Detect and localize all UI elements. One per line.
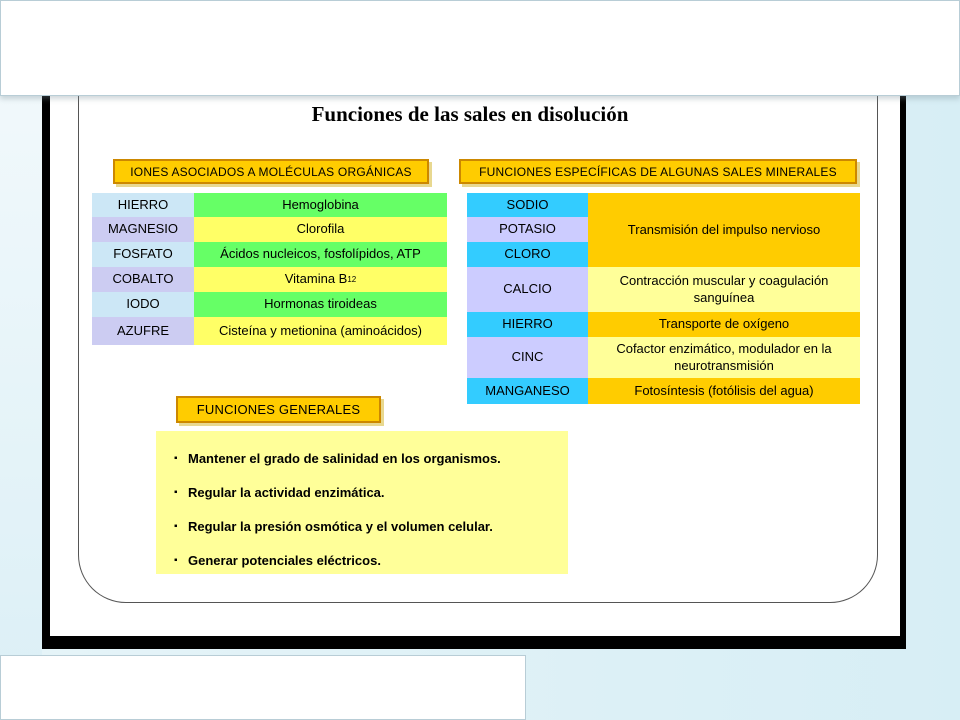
list-item-text: Mantener el grado de salinidad en los organismos. (188, 450, 501, 466)
general-functions-list (156, 431, 568, 574)
specific-ion-manganeso: MANGANESO (467, 378, 588, 404)
specific-function-cofactor: Cofactor enzimático, modulador en la neurotransmisión (588, 337, 860, 378)
list-item-text: Generar potenciales eléctricos. (188, 552, 381, 568)
list-item-text: Regular la actividad enzimática. (188, 484, 385, 500)
specific-ion-sodio: SODIO (467, 193, 588, 217)
list-item-text: Regular la presión osmótica y el volumen celular. (188, 518, 493, 534)
list-item (174, 543, 568, 577)
vitamina-subscript: 12 (347, 274, 357, 284)
organic-value-hemoglobina: Hemoglobina (194, 193, 447, 217)
organic-ion-hierro: HIERRO (92, 193, 194, 217)
section-label-general: FUNCIONES GENERALES (176, 396, 381, 423)
list-item (174, 509, 568, 543)
organic-ion-magnesio: MAGNESIO (92, 217, 194, 242)
specific-ion-potasio: POTASIO (467, 217, 588, 242)
header-placeholder (0, 0, 960, 96)
organic-ion-cobalto: COBALTO (92, 267, 194, 292)
specific-ion-cloro: CLORO (467, 242, 588, 267)
organic-value-hormonas: Hormonas tiroideas (194, 292, 447, 317)
page-title: Funciones de las sales en disolución (311, 102, 629, 126)
specific-ion-cinc: CINC (467, 337, 588, 378)
section-label-specific: FUNCIONES ESPECÍFICAS DE ALGUNAS SALES MINERALES (459, 159, 857, 184)
organic-value-clorofila: Clorofila (194, 217, 447, 242)
organic-ion-azufre: AZUFRE (92, 317, 194, 345)
specific-function-contraccion: Contracción muscular y coagulación sanguínea (588, 267, 860, 312)
section-label-organic: IONES ASOCIADOS A MOLÉCULAS ORGÁNICAS (113, 159, 429, 184)
footer-placeholder (0, 655, 526, 720)
organic-value-cisteina: Cisteína y metionina (aminoácidos) (194, 317, 447, 345)
specific-function-fotosintesis: Fotosíntesis (fotólisis del agua) (588, 378, 860, 404)
vitamina-text: Vitamina B (284, 271, 348, 287)
list-item (174, 475, 568, 509)
bullet-icon: ▪ (174, 554, 178, 566)
specific-function-impulso-nervioso: Transmisión del impulso nervioso (588, 193, 860, 267)
bullet-icon: ▪ (174, 452, 178, 464)
specific-function-oxigeno: Transporte de oxígeno (588, 312, 860, 337)
bullet-icon: ▪ (174, 486, 178, 498)
organic-value-acidos-nucleicos: Ácidos nucleicos, fosfolípidos, ATP (194, 242, 447, 267)
organic-ion-fosfato: FOSFATO (92, 242, 194, 267)
organic-ion-iodo: IODO (92, 292, 194, 317)
specific-ion-hierro: HIERRO (467, 312, 588, 337)
specific-ion-calcio: CALCIO (467, 267, 588, 312)
background-left-strip (0, 0, 42, 720)
organic-value-vitamina-b12 (194, 267, 447, 292)
bullet-icon: ▪ (174, 520, 178, 532)
list-item (174, 441, 568, 475)
